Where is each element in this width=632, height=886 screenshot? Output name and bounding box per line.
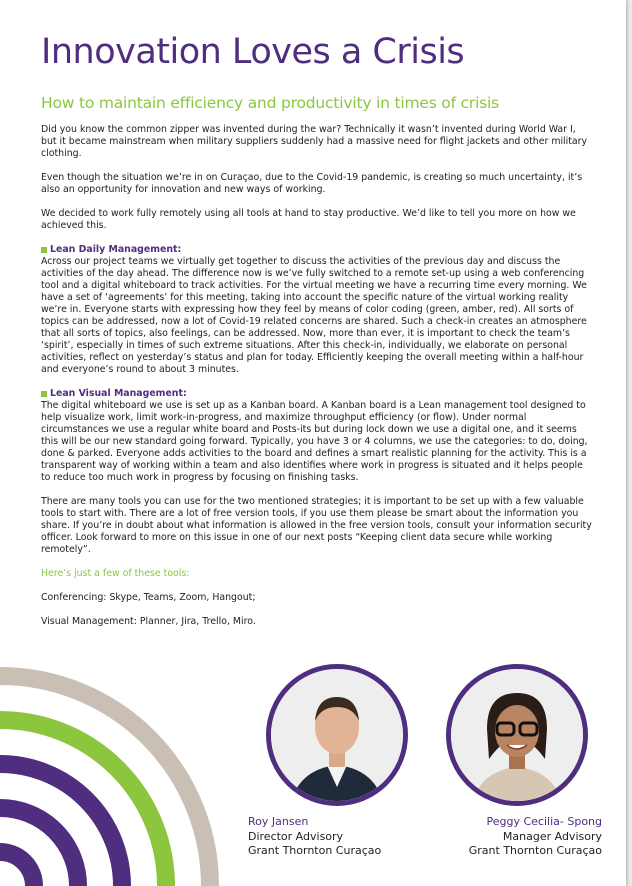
page-subtitle: How to maintain efficiency and productivity in times of crisis bbox=[41, 94, 500, 112]
section-heading-text: Lean Visual Management: bbox=[50, 388, 187, 399]
tools-heading: Here’s just a few of these tools: bbox=[41, 568, 190, 579]
avatar-roy-jansen bbox=[266, 664, 408, 806]
section-paragraph-daily: Across our project teams we virtually get together to discuss the activities of the previous day and discuss the activities of the day ahead. The difference now is we’ve fully switched to a remote set-up using a web conferencing tool and a digital whiteboard to track activities. For the virtual meeting we have a recurring time every morning. We have a set of ‘agreements’ for this meeting, taking into account the specific nature of the virtual working reality we’re in. Everyone starts with expressing how they feel by means of color coding (green, amber, red). All sorts of topics can be addressed, now a lot of Covid-19 related concerns are shared. Such a check-in creates an atmosphere that all sorts of topics, also feelings, can be addressed. Now, more than ever, it is important to check the team’s ‘spirit’, especially in times of such extreme situations. After this check-in, individually, we elaborate on personal activities, reflect on yesterday’s status and plan for today. Efficiently keeping the overall meeting within a half-hour and everyone’s round to about 3 minutes. bbox=[41, 256, 587, 375]
section-heading-text: Lean Daily Management: bbox=[50, 244, 182, 255]
green-square-icon bbox=[41, 391, 47, 397]
person-role: Director Advisory bbox=[248, 829, 344, 843]
person-role: Manager Advisory bbox=[502, 829, 602, 843]
brand-arcs-graphic bbox=[0, 640, 240, 886]
tools-conferencing: Conferencing: Skype, Teams, Zoom, Hangout; bbox=[41, 592, 256, 603]
person-company: Grant Thornton Curaçao bbox=[468, 844, 602, 857]
avatar-peggy-cecilia-spong bbox=[446, 664, 588, 806]
person-company: Grant Thornton Curaçao bbox=[248, 844, 382, 857]
page-title: Innovation Loves a Crisis bbox=[41, 32, 465, 72]
tools-visual: Visual Management: Planner, Jira, Trello, Miro. bbox=[41, 616, 256, 627]
intro-paragraph: Did you know the common zipper was invented during the war? Technically it wasn’t invented during World War I, but it became mainstream when military suppliers suddenly had a massive need for flight jackets and other military clothing. bbox=[41, 124, 588, 159]
article-body bbox=[41, 124, 592, 640]
green-square-icon bbox=[41, 247, 47, 253]
person-name: Roy Jansen bbox=[248, 815, 309, 828]
section-heading-visual bbox=[41, 388, 592, 400]
caption-peggy-cecilia-spong bbox=[469, 815, 602, 859]
intro-paragraph: We decided to work fully remotely using all tools at hand to stay productive. We’d like to tell you more on how we achieved this. bbox=[41, 208, 576, 231]
section-heading-daily bbox=[41, 244, 592, 256]
closing-paragraph: There are many tools you can use for the two mentioned strategies; it is important to be set up with a few valuable tools to start with. There are a lot of free version tools, if you use them please be smart about the information you share. If you’re in doubt about what information is allowed in the free version tools, consult your information security officer. Look forward to more on this issue in one of our next posts “Keeping client data secure while working remotely”. bbox=[41, 496, 592, 555]
intro-paragraph: Even though the situation we’re in on Curaçao, due to the Covid-19 pandemic, is creating so much uncertainty, it’s also an opportunity for innovation and new ways of working. bbox=[41, 172, 583, 195]
caption-roy-jansen bbox=[248, 815, 381, 859]
section-paragraph-visual: The digital whiteboard we use is set up as a Kanban board. A Kanban board is a Lean management tool designed to help visualize work, limit work-in-progress, and maximize throughput efficiency (or flow). Under normal circumstances we use a regular white board and Posts-its but during lock down we use a digital one, and it seems this will be our new standard going forward. Typically, you have 3 or 4 columns, we use the categories: to do, doing, done & parked. Everyone adds activities to the board and defines a smart realistic planning for the activity. This is a transparent way of working within a team and also identifies where work in progress is situated and it helps people to reduce too much work in progress by focusing on finishing tasks. bbox=[41, 400, 588, 483]
person-name: Peggy Cecilia- Spong bbox=[486, 815, 602, 828]
